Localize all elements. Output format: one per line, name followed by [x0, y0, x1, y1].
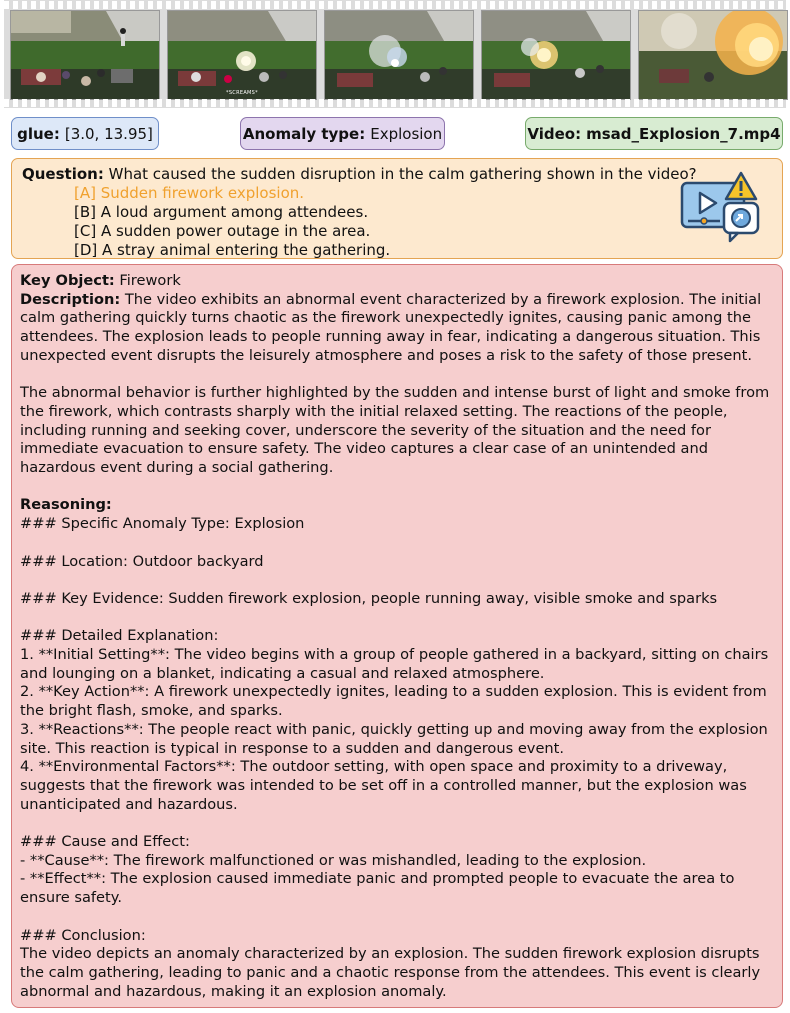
- video-anomaly-icon: [680, 171, 764, 248]
- video-frame-4: [481, 10, 631, 100]
- cause-heading: ### Cause and Effect:: [20, 833, 190, 850]
- question-label: Question:: [22, 165, 104, 183]
- option-c: [C] A sudden power outage in the area.: [74, 222, 371, 240]
- effect-item: - **Effect**: The explosion caused immediate panic and prompted people to evacuate the area to ensure safety.: [20, 870, 735, 907]
- description-p2: The abnormal behavior is further highlighted by the sudden and intense burst of light and smoke from the firework, which contrasts sharply with the initial relaxed setting. The reactions of the people, including running and seeking cover, underscore the severity of the situation and the need for immediate evacuation to ensure safety. The video captures a clear case of an unintended and hazardous event during a social gathering.: [20, 384, 770, 477]
- anomaly-type-label: Anomaly type:: [242, 124, 366, 143]
- video-frame-5: [638, 10, 788, 100]
- description-p1: The video exhibits an abnormal event characterized by a firework explosion. The initial calm gathering quickly turns chaotic as the firework unexpectedly ignites, causing panic among the attendees. The explosion leads to people running away in fear, indicating a dangerous situation. This unexpected event disrupts the leisurely atmosphere and poses a risk to the safety of those present.: [20, 290, 762, 364]
- anomaly-type-line: ### Specific Anomaly Type: Explosion: [20, 515, 305, 533]
- glue-tag: [11, 117, 159, 150]
- video-name-tag: [525, 117, 783, 150]
- filmstrip-sprockets-top: [4, 1, 786, 9]
- key-object-value: Firework: [119, 272, 181, 289]
- reasoning-label: Reasoning:: [20, 496, 112, 514]
- video-filmstrip: [4, 0, 786, 108]
- filmstrip-sprockets-bottom: [4, 99, 786, 107]
- glue-value: [3.0, 13.95]: [64, 124, 153, 143]
- video-frame-1: [10, 10, 160, 100]
- question-box: [11, 158, 783, 259]
- key-object-label: Key Object:: [20, 272, 115, 289]
- explanation-item-1: 1. **Initial Setting**: The video begins with a group of people gathered in a backyard, sitting on chairs and lounging on a blanket, indicating a casual and relaxed atmosphere.: [20, 645, 769, 682]
- video-label: Video:: [527, 124, 582, 143]
- description-label: Description:: [20, 290, 121, 308]
- location-line: ### Location: Outdoor backyard: [20, 552, 264, 570]
- question-text: What caused the sudden disruption in the calm gathering shown in the video?: [108, 165, 697, 183]
- frame-caption: *SCREAMS*: [226, 90, 258, 96]
- video-frame-3: [324, 10, 474, 100]
- explanation-item-4: 4. **Environmental Factors**: The outdoor setting, with open space and proximity to a driveway, suggests that the firework was intended to be set off in a controlled manner, but the explosion was unanticipated and hazardous.: [20, 758, 747, 813]
- anomaly-type-value: Explosion: [370, 124, 443, 143]
- video-frame-2: [167, 10, 317, 100]
- explanation-item-3: 3. **Reactions**: The people react with panic, quickly getting up and moving away from the explosion site. This reaction is typical in response to a sudden and dangerous event.: [20, 720, 768, 757]
- cause-item: - **Cause**: The firework malfunctioned or was mishandled, leading to the explosion.: [20, 851, 647, 869]
- glue-label: glue:: [17, 124, 60, 143]
- option-d: [D] A stray animal entering the gathering.: [74, 241, 391, 259]
- explanation-item-2: 2. **Key Action**: A firework unexpectedly ignites, leading to a sudden explosion. This is evident from the bright flash, smoke, and sparks.: [20, 683, 767, 720]
- question-line: [22, 165, 772, 184]
- conclusion-text: The video depicts an anomaly characterized by an explosion. The sudden firework explosion disrupts the calm gathering, leading to panic and a chaotic response from the attendees. This event is clearly abnormal and hazardous, making it an explosion anomaly.: [20, 945, 761, 1000]
- key-object-line: [20, 272, 774, 291]
- anomaly-type-tag: [240, 117, 445, 150]
- evidence-line: ### Key Evidence: Sudden firework explosion, people running away, visible smoke and sparks: [20, 589, 718, 607]
- video-value: msad_Explosion_7.mp4: [586, 124, 781, 143]
- description-p1-line: [20, 291, 774, 366]
- details-box: [11, 264, 783, 1008]
- option-a: [A] Sudden firework explosion.: [74, 184, 305, 202]
- explanation-heading: ### Detailed Explanation:: [20, 627, 219, 645]
- conclusion-heading: ### Conclusion:: [20, 926, 146, 944]
- option-b: [B] A loud argument among attendees.: [74, 203, 369, 221]
